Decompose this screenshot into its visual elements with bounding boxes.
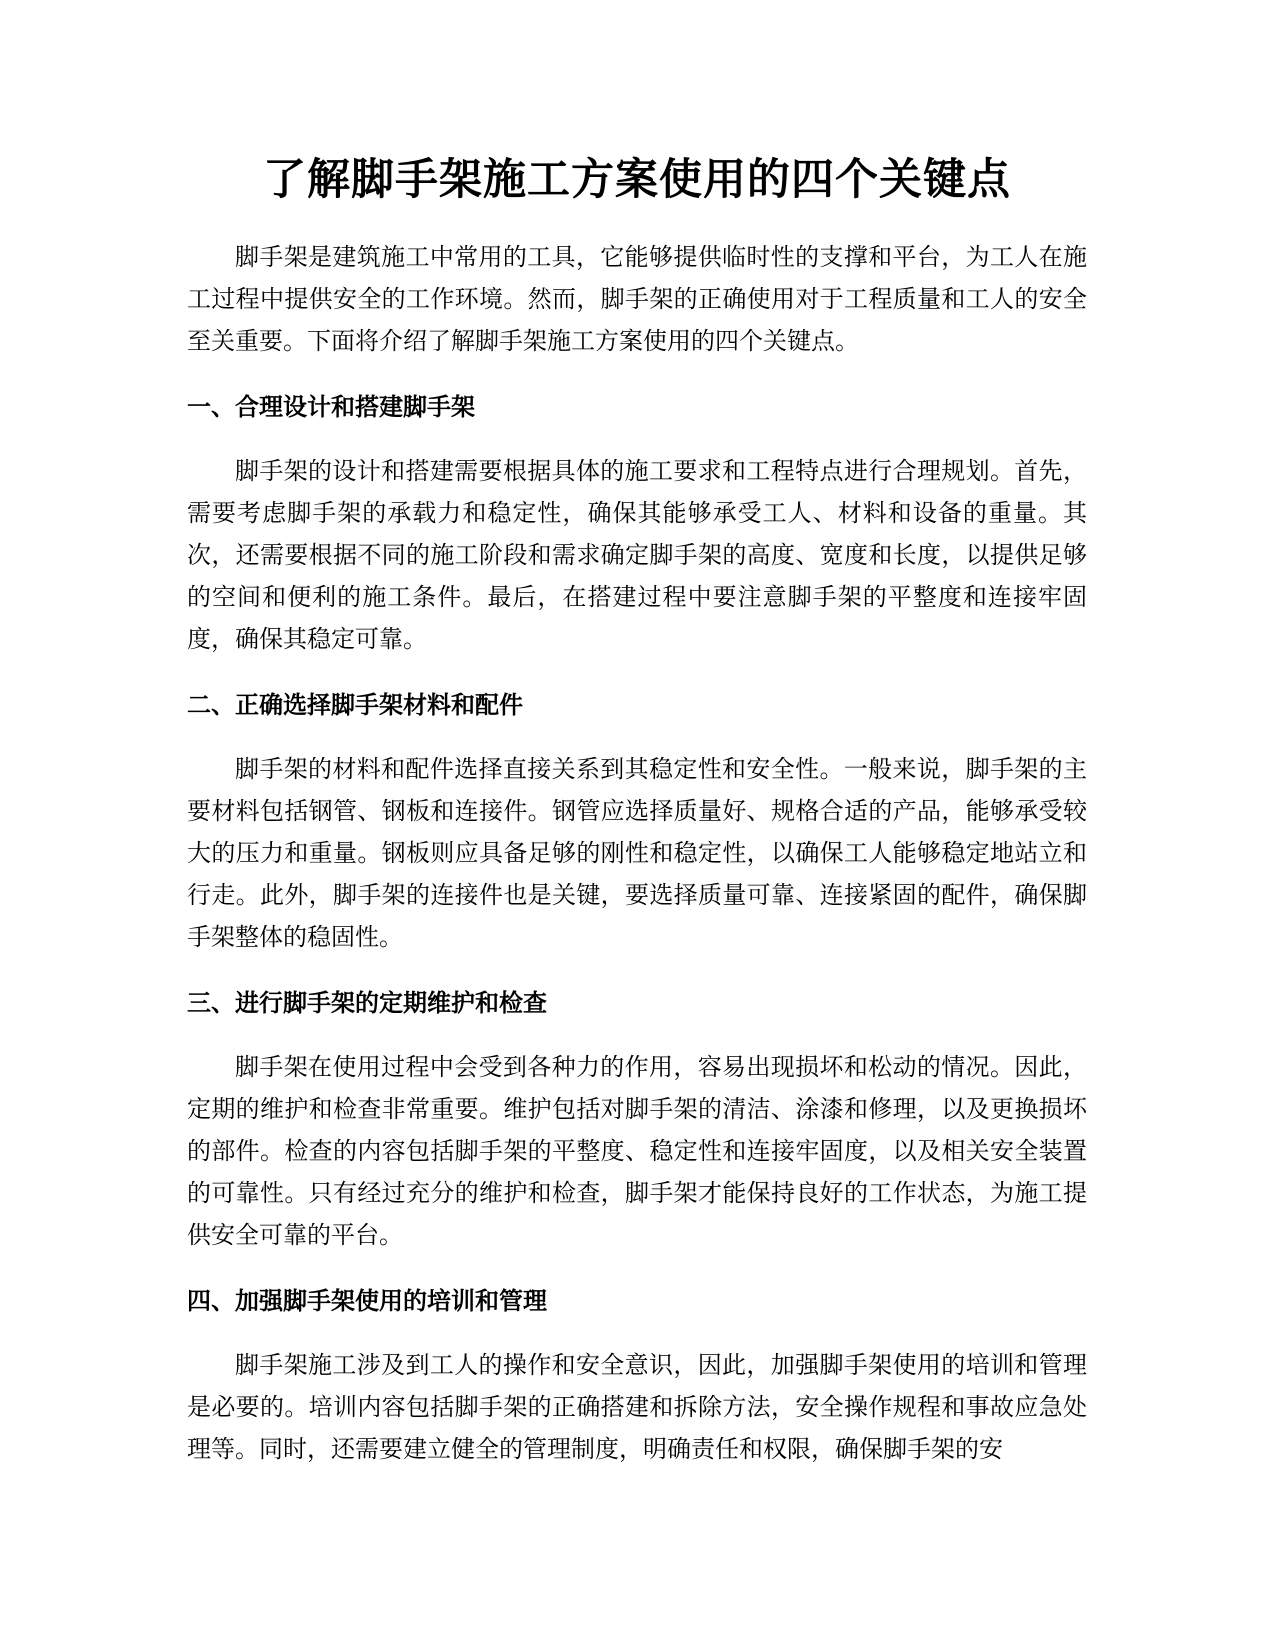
section-4-body: 脚手架施工涉及到工人的操作和安全意识，因此，加强脚手架使用的培训和管理是必要的。培训内容包括脚手架的正确搭建和拆除方法，安全操作规程和事故应急处理等。同时，还需要建立健全的管理制度，明确责任和权限，确保脚手架的安: [187, 1351, 1087, 1463]
section-1-heading: 一、合理设计和搭建脚手架: [187, 393, 475, 421]
section-2-heading: 二、正确选择脚手架材料和配件: [187, 691, 523, 719]
section-3-heading: 三、进行脚手架的定期维护和检查: [187, 989, 547, 1017]
section-4-heading: 四、加强脚手架使用的培训和管理: [187, 1287, 547, 1315]
section-3-body: 脚手架在使用过程中会受到各种力的作用，容易出现损坏和松动的情况。因此，定期的维护和检查非常重要。维护包括对脚手架的清洁、涂漆和修理，以及更换损坏的部件。检查的内容包括脚手架的平整度、稳定性和连接牢固度，以及相关安全装置的可靠性。只有经过充分的维护和检查，脚手架才能保持良好的工作状态，为施工提供安全可靠的平台。: [187, 1053, 1087, 1249]
section-1-body: 脚手架的设计和搭建需要根据具体的施工要求和工程特点进行合理规划。首先，需要考虑脚手架的承载力和稳定性，确保其能够承受工人、材料和设备的重量。其次，还需要根据不同的施工阶段和需求确定脚手架的高度、宽度和长度，以提供足够的空间和便利的施工条件。最后，在搭建过程中要注意脚手架的平整度和连接牢固度，确保其稳定可靠。: [187, 457, 1087, 653]
document-title: 了解脚手架施工方案使用的四个关键点: [263, 155, 1011, 205]
intro-paragraph: 脚手架是建筑施工中常用的工具，它能够提供临时性的支撑和平台，为工人在施工过程中提供安全的工作环境。然而，脚手架的正确使用对于工程质量和工人的安全至关重要。下面将介绍了解脚手架施工方案使用的四个关键点。: [187, 243, 1087, 355]
document-content: [187, 150, 1087, 1470]
section-2-body: 脚手架的材料和配件选择直接关系到其稳定性和安全性。一般来说，脚手架的主要材料包括钢管、钢板和连接件。钢管应选择质量好、规格合适的产品，能够承受较大的压力和重量。钢板则应具备足够的刚性和稳定性，以确保工人能够稳定地站立和行走。此外，脚手架的连接件也是关键，要选择质量可靠、连接紧固的配件，确保脚手架整体的稳固性。: [187, 755, 1087, 951]
